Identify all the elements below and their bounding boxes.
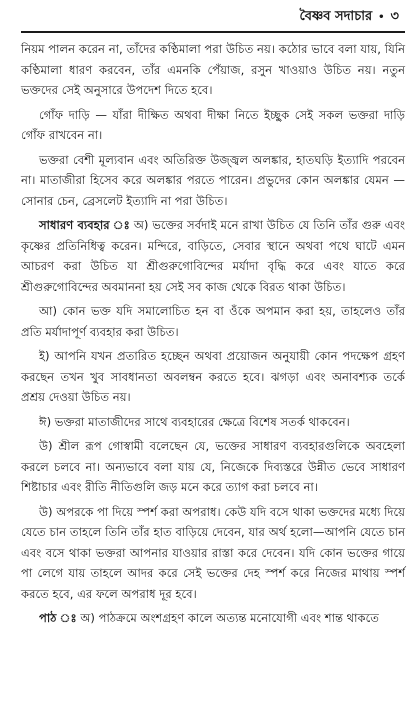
paragraph: গোঁফ দাড়ি — যাঁরা দীক্ষিত অথবা দীক্ষা নিতে ইচ্ছুক সেই সকল ভক্তরা দাড়ি গোঁফ রাখবেন না। (21, 107, 405, 142)
paragraph: পাঠ ঃ অ) পাঠক্রমে অংশগ্রহণ কালে অত্যন্ত মনোযোগী এবং শান্ত থাকতে (39, 611, 379, 625)
header-separator: • (378, 11, 385, 23)
paragraph: ভক্তরা বেশী মূল্যবান এবং অতিরিক্ত উজ্জ্বল অলঙ্কার, হাতঘড়ি ইত্যাদি পরবেন না। মাতাজীরা হিসেব করে অলঙ্কার পরতে পারেন। প্রভুদের কোন অলঙ্কার যেমন — সোনার চেন, ব্রেসলেট ইত্যাদি না পরা উচিত। (21, 152, 405, 208)
section-lead: সাধারণ ব্যবহার ঃ (39, 218, 130, 232)
paragraph: ঈ) ভক্তরা মাতাজীদের সাথে ব্যবহারের ক্ষেত্রে বিশেষ সতর্ক থাকবেন। (39, 414, 350, 429)
paragraph: ই) আপনি যখন প্রতারিত হচ্ছেন অথবা প্রয়োজন অনুযায়ী কোন পদক্ষেপ গ্রহণ করছেন তখন খুব সাবধানতা অবলম্বন করতে হবে। ঝগড়া এবং অনাবশ্যক তর্কে প্রশ্রয় দেওয়া উচিত নয়। (21, 349, 405, 404)
paragraph: উ) অপরকে পা দিয়ে স্পর্শ করা অপরাধ। কেউ যদি বসে থাকা ভক্তদের মধ্যে দিয়ে যেতে চান তাহলে তিনি তাঁর হাত বাড়িয়ে দেবেন, যার অর্থ হলো—আপনি যেতে চান এবং বসে থাকা ভক্তরা আপনার যাওয়ার রাস্তা করে দেবেন। যদি কোন ভক্তের গায়ে পা লেগে যায় তাহলে আদর করে সেই ভক্তের দেহ স্পর্শ করে নিজের মাথায় স্পর্শ করতে হবে, এর ফলে অপরাধ দূর হবে। (21, 504, 405, 601)
paragraph: সাধারণ ব্যবহার ঃ অ) ভক্তের সর্বদাই মনে রাখা উচিত যে তিনি তাঁর গুরু এবং কৃষ্ণের প্রতিনিধিত্ব করেন। মন্দিরে, বাড়িতে, সেবার স্থানে অথবা পথে ঘাটে এমন আচরণ করা উচিত যা শ্রীগুরুগোবিন্দের মর্যাদা বৃদ্ধি করে এবং যাতে করে শ্রীগুরুগোবিন্দের অবমাননা হয় সেই সব কাজ থেকে বিরত থাকা উচিত। (21, 218, 405, 294)
body-text (21, 39, 405, 629)
header-rule (21, 31, 405, 33)
running-title: বৈষ্ণব সদাচার (299, 8, 373, 24)
page-number: ৩ (390, 8, 399, 24)
running-header (21, 6, 405, 28)
section-lead: পাঠ ঃ (39, 611, 77, 625)
paragraph: নিয়ম পালন করেন না, তাঁদের কণ্ঠিমালা পরা উচিত নয়। কঠোর ভাবে বলা যায়, যিনি কণ্ঠিমালা ধারণ করবেন, তাঁর এমনকি পেঁয়াজ, রসুন খাওয়াও উচিত নয়। নতুন ভক্তদের সেই অনুসারে উপদেশ দিতে হবে। (21, 42, 405, 97)
paragraph: আ) কোন ভক্ত যদি সমালোচিত হন বা ওঁকে অপমান করা হয়, তাহলেও তাঁর প্রতি মর্যাদাপূর্ণ ব্যবহার করা উচিত। (21, 304, 405, 339)
paragraph: উ) শ্রীল রূপ গোস্বামী বলেছেন যে, ভক্তের সাধারণ ব্যবহারগুলিকে অবহেলা করলে চলবে না। অন্যভাবে বলা যায় যে, নিজেকে দিব্যস্তরে উন্নীত ভেবে সাধারণ শিষ্টাচার এবং রীতি নীতিগুলি জড় মনে করে ত্যাগ করা চলবে না। (21, 439, 405, 494)
